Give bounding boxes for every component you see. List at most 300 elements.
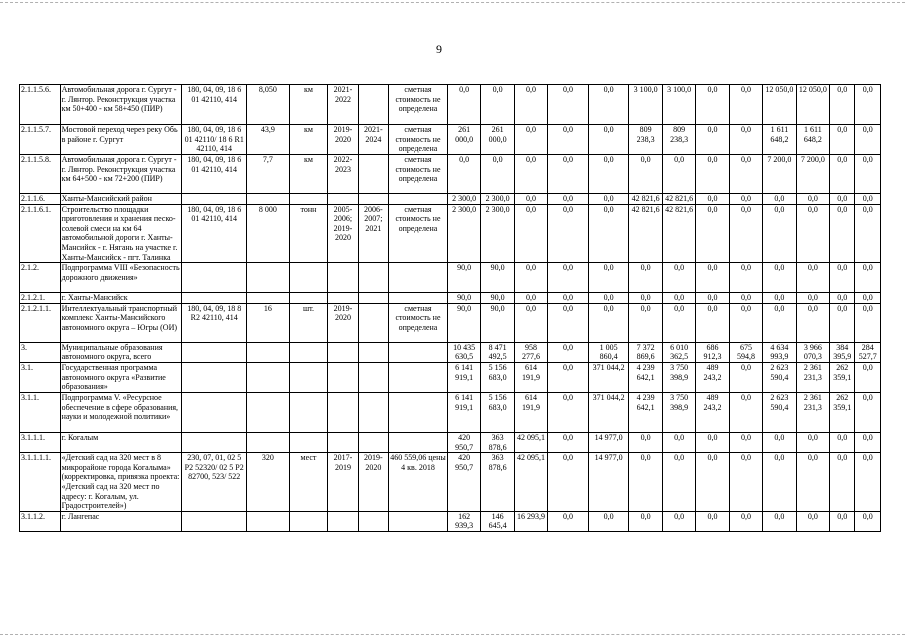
table-row — [20, 342, 881, 362]
table-cell: 12 050,0 — [763, 85, 796, 125]
table-cell: 0,0 — [514, 263, 547, 293]
table-cell: 1 611 648,2 — [763, 125, 796, 155]
table-cell: 3.1.1.1. — [20, 432, 61, 452]
table-cell: 0,0 — [514, 85, 547, 125]
table-cell: 262 359,1 — [830, 392, 855, 432]
table-cell: 320 — [247, 453, 290, 512]
table-cell — [247, 511, 290, 531]
table-cell: 0,0 — [696, 204, 729, 263]
table-cell: мест — [289, 453, 328, 512]
table-cell — [389, 432, 448, 452]
table-cell: сметная стоимость не определена — [389, 85, 448, 125]
table-cell — [358, 362, 388, 392]
table-cell: 0,0 — [796, 204, 829, 263]
table-cell: 180, 04, 09, 18 6 01 42110, 414 — [182, 155, 247, 194]
table-cell: г. Лангепас — [60, 511, 182, 531]
table-cell: Интеллектуальный транспортный комплекс Ханты-Мансийского автономного округа – Югры (ОИ) — [60, 303, 182, 342]
table-cell: 0,0 — [796, 432, 829, 452]
table-cell: 42 821,6 — [662, 204, 695, 263]
table-cell: 2.1.1.5.6. — [20, 85, 61, 125]
table-cell: 6 010 362,5 — [662, 342, 695, 362]
table-cell: 0,0 — [855, 362, 881, 392]
table-cell: Государственная программа автономного округа «Развитие образования» — [60, 362, 182, 392]
table-cell — [328, 342, 358, 362]
table-cell: 7,7 — [247, 155, 290, 194]
table-cell: 14 977,0 — [588, 453, 629, 512]
table-cell: 0,0 — [763, 293, 796, 304]
table-row — [20, 432, 881, 452]
table-cell: 2.1.1.5.8. — [20, 155, 61, 194]
table-row — [20, 511, 881, 531]
table-cell: 0,0 — [548, 204, 589, 263]
table-cell: 3.1.1. — [20, 392, 61, 432]
table-cell — [389, 263, 448, 293]
table-cell: 0,0 — [588, 194, 629, 205]
table-cell: 90,0 — [481, 293, 514, 304]
table-cell: 0,0 — [855, 155, 881, 194]
table-cell: 0,0 — [588, 303, 629, 342]
table-cell: 90,0 — [447, 303, 480, 342]
table-cell: 3 750 398,9 — [662, 392, 695, 432]
table-cell — [389, 511, 448, 531]
table-cell — [328, 362, 358, 392]
table-cell: 0,0 — [830, 263, 855, 293]
table-cell: тонн — [289, 204, 328, 263]
table-cell: 0,0 — [696, 263, 729, 293]
table-cell: сметная стоимость не определена — [389, 204, 448, 263]
table-cell: Мостовой переход через реку Обь в районе г. Сургут — [60, 125, 182, 155]
table-cell — [182, 342, 247, 362]
table-row — [20, 263, 881, 293]
table-cell: 0,0 — [796, 453, 829, 512]
table-cell: 2 300,0 — [447, 194, 480, 205]
table-cell — [182, 263, 247, 293]
table-cell: 0,0 — [830, 85, 855, 125]
table-cell: 0,0 — [514, 155, 547, 194]
table-cell: 0,0 — [696, 511, 729, 531]
table-cell: 0,0 — [588, 204, 629, 263]
table-cell: 4 239 642,1 — [629, 392, 662, 432]
table-cell: 0,0 — [830, 125, 855, 155]
table-cell: 2021-2022 — [328, 85, 358, 125]
table-cell: 0,0 — [830, 453, 855, 512]
table-cell — [247, 293, 290, 304]
table-cell — [358, 303, 388, 342]
table-row — [20, 293, 881, 304]
table-cell: 686 912,3 — [696, 342, 729, 362]
table-cell: 0,0 — [729, 303, 762, 342]
table-cell: 420 950,7 — [447, 432, 480, 452]
table-cell: 0,0 — [548, 125, 589, 155]
table-cell: 371 044,2 — [588, 362, 629, 392]
table-cell: 0,0 — [729, 194, 762, 205]
table-cell: 14 977,0 — [588, 432, 629, 452]
table-cell: Автомобильная дорога г. Сургут - г. Лянтор. Реконструкция участка км 64+500 - км 72+200 (ПИР) — [60, 155, 182, 194]
table-cell: 5 156 683,0 — [481, 362, 514, 392]
table-cell: 0,0 — [855, 263, 881, 293]
table-cell: 90,0 — [481, 263, 514, 293]
table-cell: км — [289, 155, 328, 194]
table-cell: 0,0 — [662, 155, 695, 194]
table-cell: км — [289, 125, 328, 155]
table-cell: 0,0 — [729, 155, 762, 194]
table-cell — [289, 263, 328, 293]
table-cell — [182, 392, 247, 432]
table-cell: 2019-2020 — [328, 303, 358, 342]
table-cell: 2.1.2. — [20, 263, 61, 293]
table-cell — [358, 293, 388, 304]
table-cell — [289, 432, 328, 452]
table-cell: 675 594,8 — [729, 342, 762, 362]
table-cell — [247, 194, 290, 205]
table-cell — [358, 194, 388, 205]
table-cell — [247, 263, 290, 293]
table-cell: 0,0 — [696, 293, 729, 304]
table-cell — [358, 511, 388, 531]
table-cell: 180, 04, 09, 18 6 01 42110, 414 — [182, 85, 247, 125]
scan-bottom-edge — [0, 634, 905, 635]
table-row — [20, 362, 881, 392]
table-cell: 0,0 — [629, 303, 662, 342]
table-cell: 2 623 590,4 — [763, 392, 796, 432]
table-cell: 0,0 — [796, 511, 829, 531]
page-number: 9 — [436, 42, 442, 56]
table-cell: 0,0 — [796, 194, 829, 205]
table-cell: 460 559,06 цены 4 кв. 2018 — [389, 453, 448, 512]
table-cell: 2.1.1.5.7. — [20, 125, 61, 155]
table-cell: 8 000 — [247, 204, 290, 263]
table-cell: 371 044,2 — [588, 392, 629, 432]
table-cell: 0,0 — [548, 432, 589, 452]
table-cell: 16 293,9 — [514, 511, 547, 531]
table-cell: 0,0 — [514, 125, 547, 155]
table-cell: 0,0 — [629, 155, 662, 194]
table-cell: Муниципальные образования автономного округа, всего — [60, 342, 182, 362]
table-cell — [328, 293, 358, 304]
table-cell — [328, 392, 358, 432]
table-cell: 0,0 — [763, 453, 796, 512]
table-cell: 3 100,0 — [662, 85, 695, 125]
budget-table — [19, 84, 881, 532]
table-cell — [328, 263, 358, 293]
table-cell: 180, 04, 09, 18 6 01 42110, 414 — [182, 204, 247, 263]
table-cell — [182, 194, 247, 205]
table-cell: 8 471 492,5 — [481, 342, 514, 362]
table-cell — [389, 194, 448, 205]
table-cell — [182, 293, 247, 304]
table-cell — [358, 155, 388, 194]
table-cell: 12 050,0 — [796, 85, 829, 125]
table-cell: 0,0 — [729, 511, 762, 531]
table-cell: 0,0 — [514, 293, 547, 304]
table-cell: 0,0 — [763, 303, 796, 342]
table-cell — [289, 342, 328, 362]
table-cell — [247, 342, 290, 362]
table-cell: 0,0 — [662, 303, 695, 342]
table-cell — [328, 432, 358, 452]
table-row — [20, 194, 881, 205]
table-cell: 42 821,6 — [629, 194, 662, 205]
table-cell — [182, 362, 247, 392]
table-cell: 6 141 919,1 — [447, 362, 480, 392]
table-cell: 2 361 231,3 — [796, 392, 829, 432]
table-cell: Подпрограмма VIII «Безопасность дорожного движения» — [60, 263, 182, 293]
table-cell: 0,0 — [548, 453, 589, 512]
table-cell: 2.1.2.1. — [20, 293, 61, 304]
table-cell: 0,0 — [662, 293, 695, 304]
table-cell: шт. — [289, 303, 328, 342]
table-row — [20, 155, 881, 194]
table-cell — [247, 432, 290, 452]
table-cell: г. Ханты-Мансийск — [60, 293, 182, 304]
table-cell: 0,0 — [729, 432, 762, 452]
table-cell: 2.1.2.1.1. — [20, 303, 61, 342]
table-cell: 180, 04, 09, 18 8 R2 42110, 414 — [182, 303, 247, 342]
table-cell: 0,0 — [855, 303, 881, 342]
table-cell: 0,0 — [514, 303, 547, 342]
table-row — [20, 303, 881, 342]
table-cell: 42 821,6 — [662, 194, 695, 205]
table-cell: 3 966 070,3 — [796, 342, 829, 362]
table-cell: «Детский сад на 320 мест в 8 микрорайоне города Когалыма» (корректировка, привязка проекта: «Детский сад на 320 мест по адресу: г. Когалым, ул. Градостроителей») — [60, 453, 182, 512]
table-cell: 0,0 — [588, 155, 629, 194]
table-cell: 0,0 — [696, 453, 729, 512]
table-cell: 0,0 — [830, 511, 855, 531]
table-cell: 384 395,9 — [830, 342, 855, 362]
table-cell: 7 200,0 — [763, 155, 796, 194]
table-cell: 90,0 — [447, 263, 480, 293]
table-cell: 0,0 — [629, 432, 662, 452]
table-cell: 3 100,0 — [629, 85, 662, 125]
table-cell: 42 095,1 — [514, 453, 547, 512]
table-cell — [289, 293, 328, 304]
table-cell — [328, 194, 358, 205]
table-cell: 0,0 — [588, 263, 629, 293]
table-cell — [289, 362, 328, 392]
table-cell: 3 750 398,9 — [662, 362, 695, 392]
table-cell: 0,0 — [796, 293, 829, 304]
table-cell: 2 300,0 — [481, 204, 514, 263]
table-cell: 0,0 — [796, 263, 829, 293]
table-cell: 0,0 — [447, 155, 480, 194]
table-cell — [289, 511, 328, 531]
table-row — [20, 125, 881, 155]
table-cell: 2022-2023 — [328, 155, 358, 194]
table-cell: 4 634 993,9 — [763, 342, 796, 362]
table-cell: 4 239 642,1 — [629, 362, 662, 392]
table-cell — [358, 392, 388, 432]
table-cell: 0,0 — [629, 453, 662, 512]
table-cell: г. Когалым — [60, 432, 182, 452]
table-cell — [247, 362, 290, 392]
table-cell: 2 300,0 — [447, 204, 480, 263]
table-cell: 0,0 — [855, 125, 881, 155]
table-cell — [182, 511, 247, 531]
table-cell: 43,9 — [247, 125, 290, 155]
table-cell: 0,0 — [830, 155, 855, 194]
table-cell: 3. — [20, 342, 61, 362]
table-cell: 958 277,6 — [514, 342, 547, 362]
table-cell: 2019-2020 — [328, 125, 358, 155]
table-cell: 180, 04, 09, 18 6 01 42110/ 18 6 R1 42110, 414 — [182, 125, 247, 155]
table-cell: 284 527,7 — [855, 342, 881, 362]
table-cell: Подпрограмма V. «Ресурсное обеспечение в сфере образования, науки и молодежной политики» — [60, 392, 182, 432]
table-cell: 0,0 — [548, 85, 589, 125]
table-cell: 0,0 — [729, 362, 762, 392]
table-cell: 809 238,3 — [629, 125, 662, 155]
table-cell — [389, 342, 448, 362]
table-cell: 0,0 — [629, 511, 662, 531]
table-cell: 162 939,3 — [447, 511, 480, 531]
table-cell: 0,0 — [855, 453, 881, 512]
table-row — [20, 453, 881, 512]
table-cell: 614 191,9 — [514, 362, 547, 392]
table-cell: км — [289, 85, 328, 125]
table-cell — [358, 263, 388, 293]
table-cell — [389, 392, 448, 432]
table-cell: 0,0 — [548, 155, 589, 194]
table-cell — [358, 432, 388, 452]
table-cell: 0,0 — [855, 511, 881, 531]
table-cell: 489 243,2 — [696, 362, 729, 392]
table-cell — [328, 511, 358, 531]
table-cell: 0,0 — [548, 392, 589, 432]
table-cell: 2.1.1.6.1. — [20, 204, 61, 263]
table-cell: 0,0 — [855, 204, 881, 263]
table-cell: 614 191,9 — [514, 392, 547, 432]
table-cell: 0,0 — [855, 85, 881, 125]
table-cell: 0,0 — [763, 204, 796, 263]
table-cell: 0,0 — [481, 85, 514, 125]
table-row — [20, 85, 881, 125]
table-cell: 0,0 — [696, 85, 729, 125]
table-cell: 0,0 — [548, 342, 589, 362]
table-cell: 2021-2024 — [358, 125, 388, 155]
table-cell: 0,0 — [548, 263, 589, 293]
table-cell: сметная стоимость не определена — [389, 125, 448, 155]
table-cell: 3.1. — [20, 362, 61, 392]
table-cell: 146 645,4 — [481, 511, 514, 531]
table-cell: 2019-2020 — [358, 453, 388, 512]
table-cell: 230, 07, 01, 02 5 P2 52320/ 02 5 P2 82700, 523/ 522 — [182, 453, 247, 512]
table-cell: 0,0 — [514, 204, 547, 263]
table-cell: 0,0 — [855, 293, 881, 304]
table-cell: 2.1.1.6. — [20, 194, 61, 205]
table-cell: 42 821,6 — [629, 204, 662, 263]
table-cell: 0,0 — [763, 263, 796, 293]
table-cell: 363 878,6 — [481, 432, 514, 452]
table-row — [20, 392, 881, 432]
table-cell: 0,0 — [763, 511, 796, 531]
table-cell: 90,0 — [481, 303, 514, 342]
table-cell: 0,0 — [548, 293, 589, 304]
table-cell: 2005-2006; 2019-2020 — [328, 204, 358, 263]
table-cell: 0,0 — [855, 392, 881, 432]
table-cell: 0,0 — [830, 204, 855, 263]
table-cell: 363 878,6 — [481, 453, 514, 512]
table-cell: 0,0 — [662, 432, 695, 452]
table-cell: 7 200,0 — [796, 155, 829, 194]
table-cell: Автомобильная дорога г. Сургут - г. Лянтор. Реконструкция участка км 50+400 - км 58+450 (ПИР) — [60, 85, 182, 125]
table-cell: 0,0 — [763, 432, 796, 452]
table-cell: 261 000,0 — [481, 125, 514, 155]
table-cell: 1 005 860,4 — [588, 342, 629, 362]
table-cell: 809 238,3 — [662, 125, 695, 155]
table-cell: 0,0 — [548, 194, 589, 205]
table-cell: 6 141 919,1 — [447, 392, 480, 432]
table-cell: Строительство площадки приготовления и хранения песко-солевой смеси на км 64 автомобильной дороги г. Ханты-Мансийск - г. Нягань на участке г. Ханты-Мансийск - пгт. Талинка — [60, 204, 182, 263]
table-cell: 0,0 — [729, 263, 762, 293]
table-cell: 1 611 648,2 — [796, 125, 829, 155]
table-cell: 0,0 — [696, 432, 729, 452]
table-cell — [182, 432, 247, 452]
table-cell: сметная стоимость не определена — [389, 155, 448, 194]
table-cell: 0,0 — [629, 263, 662, 293]
table-cell: 2 623 590,4 — [763, 362, 796, 392]
table-cell: 0,0 — [514, 194, 547, 205]
table-cell: 0,0 — [629, 293, 662, 304]
table-cell: 0,0 — [729, 293, 762, 304]
table-cell: 16 — [247, 303, 290, 342]
table-cell — [247, 392, 290, 432]
scan-top-edge — [0, 2, 905, 3]
table-cell: сметная стоимость не определена — [389, 303, 448, 342]
table-cell: 3.1.1.1.1. — [20, 453, 61, 512]
table-cell: 10 435 630,5 — [447, 342, 480, 362]
table-cell: 0,0 — [696, 155, 729, 194]
table-cell — [389, 362, 448, 392]
table-cell: 0,0 — [729, 125, 762, 155]
table-cell: 0,0 — [796, 303, 829, 342]
table-cell: 0,0 — [662, 453, 695, 512]
table-cell: 0,0 — [696, 125, 729, 155]
table-cell: 0,0 — [588, 511, 629, 531]
table-cell: 0,0 — [588, 125, 629, 155]
table-cell: 2006-2007; 2021 — [358, 204, 388, 263]
table-cell: 90,0 — [447, 293, 480, 304]
table-cell: 0,0 — [855, 432, 881, 452]
table-cell: 262 359,1 — [830, 362, 855, 392]
table-cell: 261 000,0 — [447, 125, 480, 155]
table-cell: 0,0 — [729, 453, 762, 512]
table-cell: 0,0 — [548, 362, 589, 392]
table-cell: 7 372 869,6 — [629, 342, 662, 362]
table-cell: 0,0 — [729, 85, 762, 125]
table-cell — [358, 85, 388, 125]
table-cell: 0,0 — [830, 293, 855, 304]
table-cell: 489 243,2 — [696, 392, 729, 432]
table-cell: 0,0 — [855, 194, 881, 205]
table-cell: 0,0 — [662, 263, 695, 293]
table-cell: 0,0 — [548, 303, 589, 342]
table-cell: 8,050 — [247, 85, 290, 125]
table-cell: 0,0 — [830, 303, 855, 342]
table-cell: 5 156 683,0 — [481, 392, 514, 432]
table-cell: 0,0 — [696, 303, 729, 342]
table-cell: 0,0 — [588, 293, 629, 304]
table-cell: 0,0 — [548, 511, 589, 531]
table-cell: 0,0 — [588, 85, 629, 125]
table-cell: 3.1.1.2. — [20, 511, 61, 531]
table-cell: 0,0 — [481, 155, 514, 194]
table-cell: 0,0 — [447, 85, 480, 125]
table-cell: 420 950,7 — [447, 453, 480, 512]
table-cell: 2 361 231,3 — [796, 362, 829, 392]
table-cell: 42 095,1 — [514, 432, 547, 452]
table-cell: 0,0 — [662, 511, 695, 531]
table-cell: Ханты-Мансийский район — [60, 194, 182, 205]
table-cell — [358, 342, 388, 362]
